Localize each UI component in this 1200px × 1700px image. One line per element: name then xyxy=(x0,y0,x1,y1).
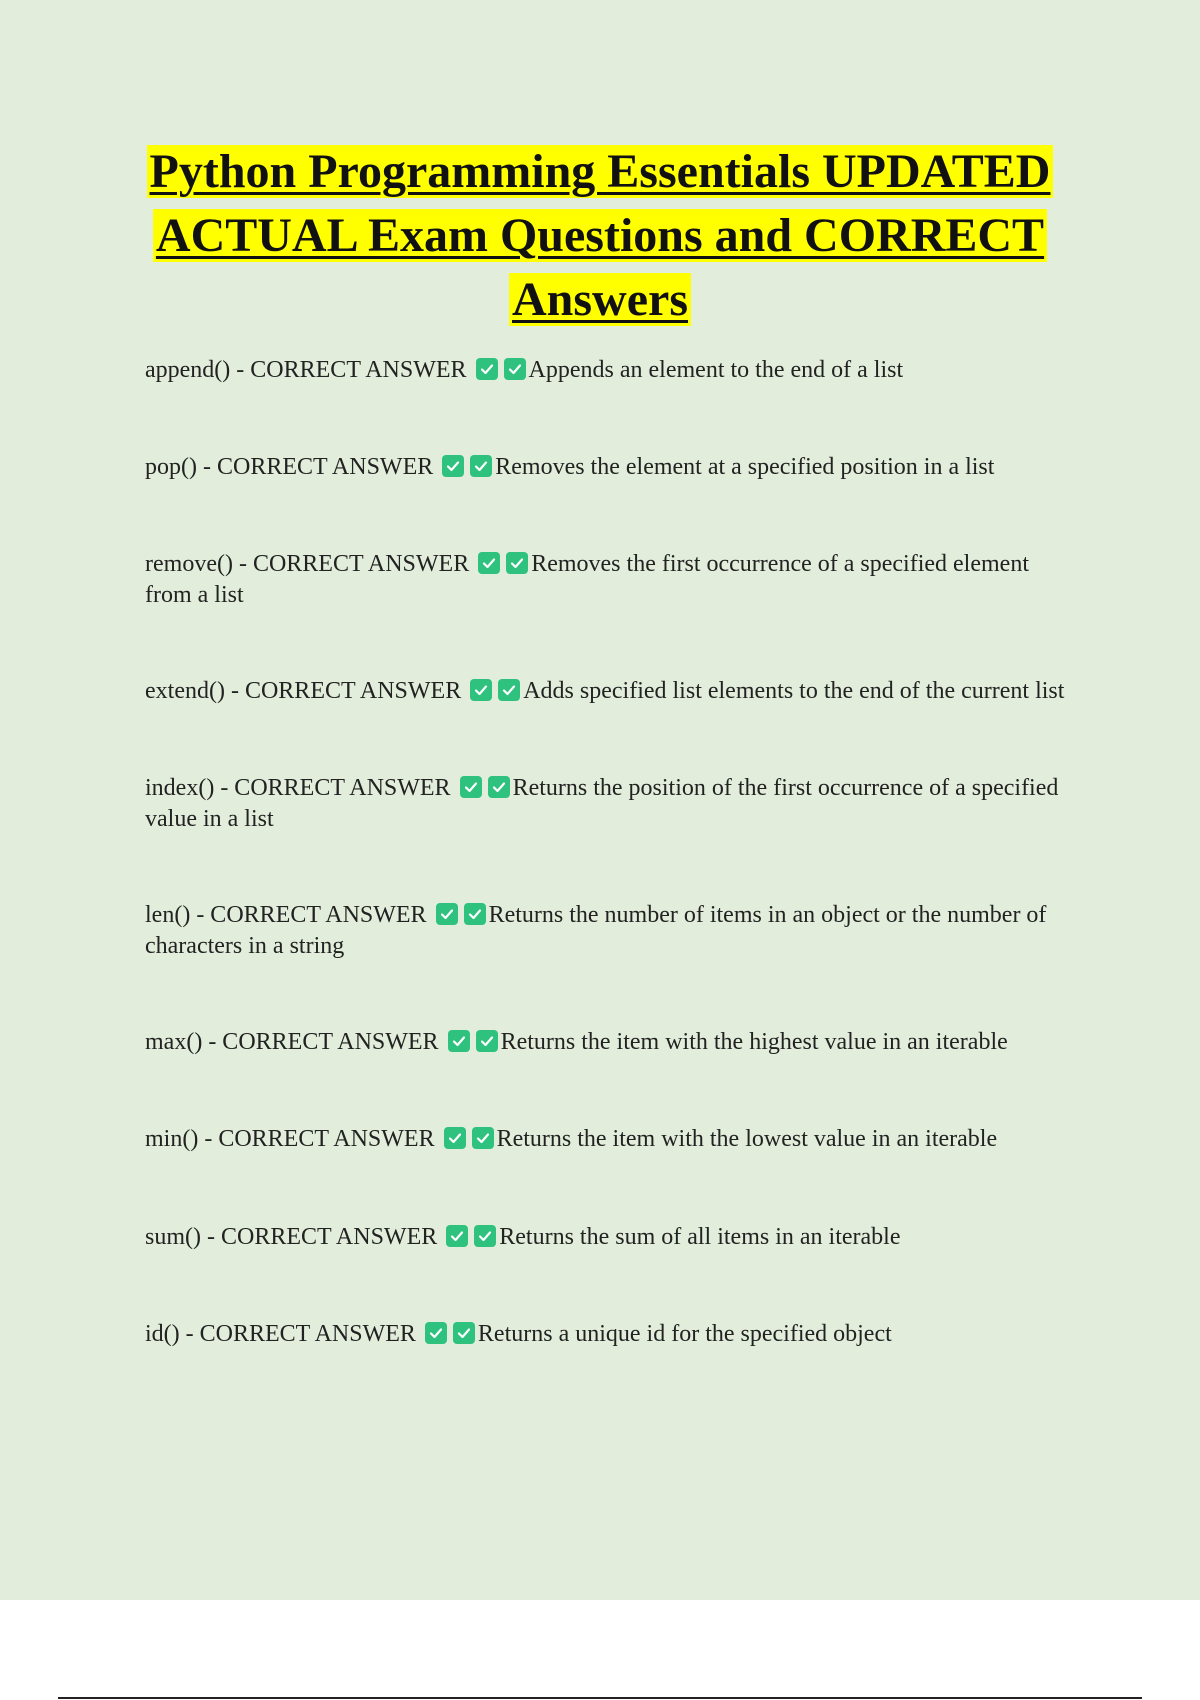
qa-term: remove() xyxy=(145,551,233,577)
qa-answer: Adds specified list elements to the end of the current list xyxy=(523,678,1065,704)
qa-answer: Removes the element at a specified position in a list xyxy=(495,454,995,480)
check-mark-icon xyxy=(498,679,520,701)
check-mark-icon xyxy=(446,1225,468,1247)
qa-separator: - CORRECT ANSWER xyxy=(179,1321,416,1347)
check-mark-icon xyxy=(470,679,492,701)
qa-answer: Appends an element to the end of a list xyxy=(528,357,904,383)
qa-answer: Returns a unique id for the specified object xyxy=(477,1321,892,1347)
check-mark-icon xyxy=(476,358,498,380)
check-mark-icon xyxy=(442,455,464,477)
footer-divider xyxy=(58,1697,1142,1699)
qa-term: pop() xyxy=(145,454,197,480)
qa-term: index() xyxy=(145,775,215,801)
document-title xyxy=(0,140,1200,332)
check-mark-icon xyxy=(453,1322,475,1344)
check-mark-icon xyxy=(476,1030,498,1052)
qa-separator: - CORRECT ANSWER xyxy=(201,1224,438,1250)
qa-answer: Returns the item with the highest value in an iterable xyxy=(500,1029,1008,1055)
qa-item xyxy=(145,1319,1080,1350)
qa-answer: Returns the position of the first occurrence of a specified value in a list xyxy=(145,775,1059,832)
check-mark-icon xyxy=(464,903,486,925)
check-mark-icon xyxy=(478,552,500,574)
qa-item xyxy=(145,1124,1080,1155)
qa-term: append() xyxy=(145,357,231,383)
qa-item xyxy=(145,549,1080,611)
qa-item xyxy=(145,355,1080,386)
qa-separator: - CORRECT ANSWER xyxy=(198,1126,435,1152)
qa-item xyxy=(145,1027,1080,1058)
qa-item xyxy=(145,676,1080,707)
title-line-1: Python Programming Essentials UPDATED xyxy=(147,145,1054,198)
check-mark-icon xyxy=(425,1322,447,1344)
qa-separator: - CORRECT ANSWER xyxy=(202,1029,439,1055)
qa-item xyxy=(145,773,1080,835)
check-mark-icon xyxy=(506,552,528,574)
qa-item xyxy=(145,900,1080,962)
qa-answer: Returns the number of items in an object or the number of characters in a string xyxy=(145,902,1047,959)
title-line-2: ACTUAL Exam Questions and CORRECT xyxy=(153,209,1047,262)
qa-separator: - CORRECT ANSWER xyxy=(214,775,451,801)
qa-term: max() xyxy=(145,1029,203,1055)
check-mark-icon xyxy=(488,776,510,798)
check-mark-icon xyxy=(460,776,482,798)
qa-term: extend() xyxy=(145,678,225,704)
qa-separator: - CORRECT ANSWER xyxy=(232,551,470,577)
check-mark-icon xyxy=(470,455,492,477)
qa-item xyxy=(145,452,1080,483)
qa-term: sum() xyxy=(145,1224,201,1250)
qa-separator: - CORRECT ANSWER xyxy=(196,454,434,480)
qa-item xyxy=(145,1222,1080,1253)
qa-separator: - CORRECT ANSWER xyxy=(230,357,467,383)
qa-separator: - CORRECT ANSWER xyxy=(190,902,427,928)
check-mark-icon xyxy=(436,903,458,925)
qa-term: id() xyxy=(145,1321,180,1347)
check-mark-icon xyxy=(448,1030,470,1052)
qa-term: len() xyxy=(145,902,191,928)
title-line-3: Answers xyxy=(509,273,691,326)
check-mark-icon xyxy=(474,1225,496,1247)
check-mark-icon xyxy=(472,1127,494,1149)
qa-separator: - CORRECT ANSWER xyxy=(224,678,462,704)
qa-answer: Removes the first occurrence of a specified element from a list xyxy=(145,551,1029,608)
qa-answer: Returns the item with the lowest value in an iterable xyxy=(496,1126,998,1152)
qa-answer: Returns the sum of all items in an iterable xyxy=(499,1224,901,1250)
qa-term: min() xyxy=(145,1126,199,1152)
check-mark-icon xyxy=(444,1127,466,1149)
check-mark-icon xyxy=(504,358,526,380)
